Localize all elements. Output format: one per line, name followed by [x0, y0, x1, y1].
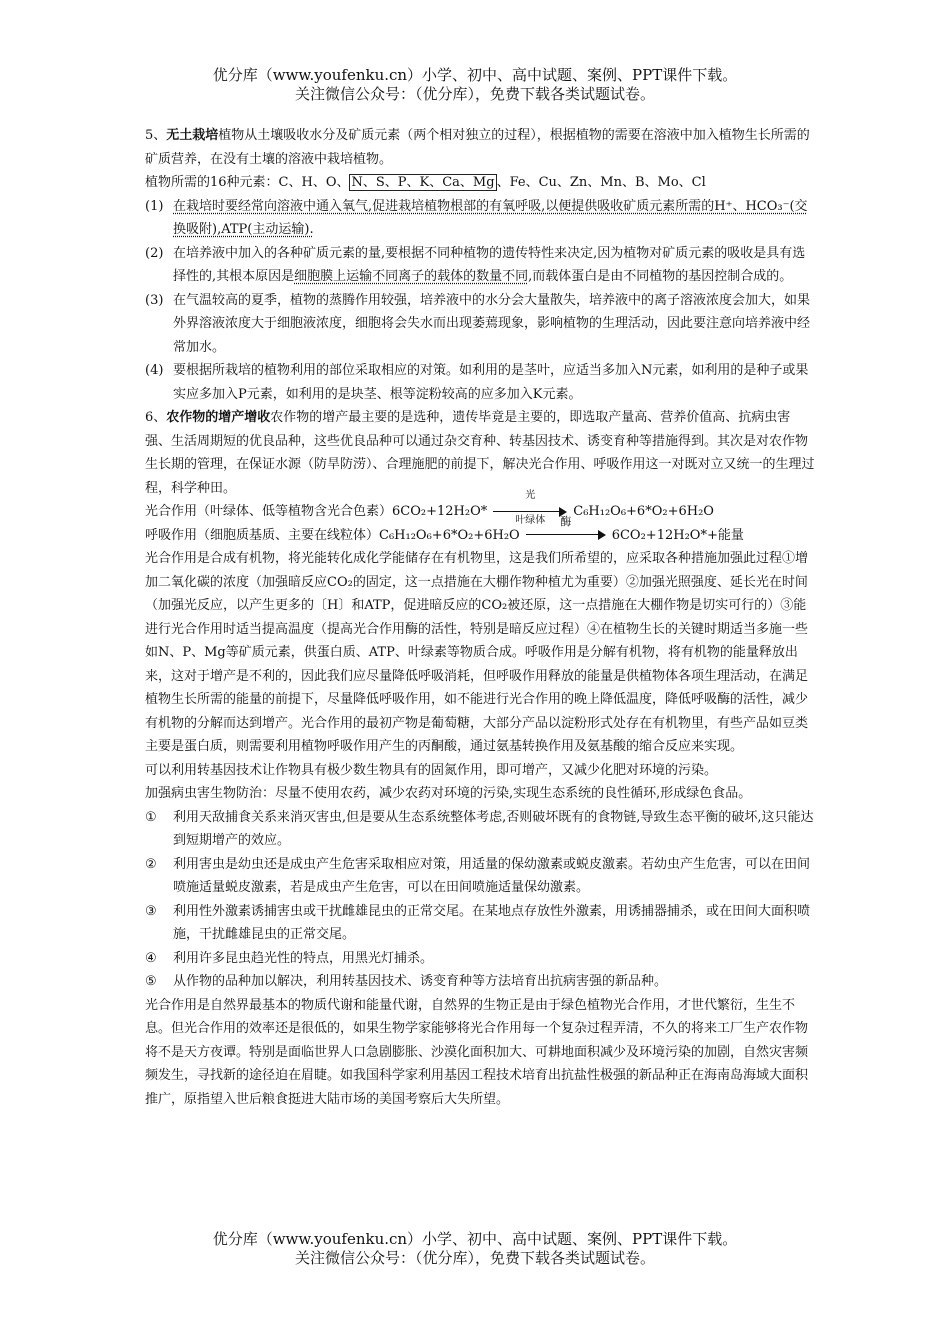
s6-item-2 — [145, 853, 815, 900]
section-6-title: 农作物的增产增收 — [166, 410, 271, 425]
s6-closing-paragraph: 光合作用是自然界最基本的物质代谢和能量代谢，自然界的生物正是由于绿色植物光合作用，才世代繁衍，生生不息。但光合作用的效率还是很低的，如果生物学家能够将光合作用每一个复杂过程弄清，不久的将来工厂生产农作物将不是天方夜谭。特别是面临世界人口急剧膨胀、沙漠化面积加大、可耕地面积减少及环境污染的加剧，自然灾害频频发生，寻找新的途径迫在眉睫。如我国科学家利用基因工程技术培育出抗盐性极强的新品种正在海南岛海域大面积推广，原指望入世后粮食挺进大陆市场的美国考察后大失所望。 — [145, 997, 809, 1107]
s5-item-1-number: (1) — [145, 198, 164, 214]
s6-item-4-number: ④ — [145, 950, 157, 966]
s6-item-4-text: 利用许多昆虫趋光性的特点，用黑光灯捕杀。 — [173, 950, 434, 966]
s6-item-3-text: 利用性外激素诱捕害虫或干扰雌雄昆虫的正常交尾。在某地点存放性外激素，用诱捕器捕杀，或在田间大面积喷施，干扰雌雄昆虫的正常交尾。 — [173, 903, 811, 942]
elements-suffix: 、Fe、Cu、Zn、Mn、B、Mo、Cl — [496, 175, 706, 190]
section-6-number: 6、 — [145, 410, 167, 425]
s6-item-4 — [145, 947, 815, 971]
section-5-intro — [145, 124, 815, 171]
section-6-intro — [145, 406, 815, 500]
s6-paragraph-2: 可以利用转基因技术让作物具有极少数生物具有的固氮作用，即可增产，又减少化肥对环境的污染。 — [145, 762, 718, 778]
section-6-intro-text: 农作物的增产最主要的是选种，遗传毕竟是主要的，即选取产量高、营养价值高、抗病虫害强、生活周期短的优良品种，这些优良品种可以通过杂交育种、转基因技术、诱变育种等措施得到。其次是对农作物生长期的管理，在保证水源（防旱防涝）、合理施肥的前提下，解决光合作用、呼吸作用这一对既对立又统一的生理过程，科学种田。 — [145, 410, 815, 496]
photosynthesis-arrow — [493, 489, 567, 526]
respiration-arrow-top: 酶 — [560, 515, 572, 528]
header-line-1: 优分库（www.youfenku.cn）小学、初中、高中试题、案例、PPT课件下载。 — [212, 66, 738, 84]
respiration-products: 6CO₂+12H₂O*+能量 — [611, 527, 744, 543]
s5-item-2-text-c: ,而载体蛋白是由不同植物的基因控制合成的。 — [528, 269, 793, 284]
section-5-title: 无土栽培 — [166, 128, 219, 143]
section-5-number: 5、 — [145, 128, 167, 143]
s5-item-2-number: (2) — [145, 245, 164, 261]
elements-boxed: N、S、P、K、Ca、Mg — [351, 175, 495, 190]
s5-item-1 — [145, 195, 815, 242]
photosynthesis-equation — [145, 489, 815, 526]
respiration-reactants: C₆H₁₂O₆+6*O₂+6H₂O — [379, 527, 520, 543]
s6-item-5 — [145, 970, 815, 994]
photosynthesis-reactants: 6CO₂+12H₂O* — [392, 504, 488, 519]
footer-line-1: 优分库（www.youfenku.cn）小学、初中、高中试题、案例、PPT课件下载。 — [212, 1230, 738, 1248]
s6-item-5-number: ⑤ — [145, 974, 157, 989]
photosynthesis-products: C₆H₁₂O₆+6*O₂+6H₂O — [573, 504, 714, 519]
respiration-label: 呼吸作用（细胞质基质、主要在线粒体） — [145, 527, 380, 543]
s6-item-5-text: 从作物的品种加以解决，利用转基因技术、诱变育种等方法培育出抗病害强的新品种。 — [173, 974, 668, 989]
footer-line-2: 关注微信公众号：（优分库），免费下载各类试题试卷。 — [294, 1249, 655, 1267]
s5-item-4-number: (4) — [145, 363, 164, 378]
header-line-2: 关注微信公众号：（优分库），免费下载各类试题试卷。 — [294, 85, 655, 103]
s5-item-2 — [145, 242, 815, 289]
s5-item-3 — [145, 289, 815, 360]
elements-line — [145, 171, 815, 195]
s6-paragraph-1: 光合作用是合成有机物，将光能转化成化学能储存在有机物里，这是我们所希望的，应采取各种措施加强此过程①增加二氧化碳的浓度（加强暗反应CO₂的固定，这一点措施在大棚作物种植尤为重要）②加强光照强度、延长光在时间（加强光反应，以产生更多的〔H〕和ATP，促进暗反应的CO₂被还原，这一点措施在大棚作物是切实可行的）③能进行光合作用时适当提高温度（提高光合作用酶的活性，特别是暗反应过程）④在植物生长的关键时期适当多施一些如N、P、Mg等矿质元素，供蛋白质、ATP、叶绿素等物质合成。呼吸作用是分解有机物，将有机物的能量释放出来，这对于增产是不利的，因此我们应尽量降低呼吸消耗，但呼吸作用释放的能量是供植物体各项生理活动，在满足植物生长所需的能量的前提下，尽量降低呼吸作用，如不能进行光合作用的晚上降低温度，降低呼吸酶的活性，减少有机物的分解而达到增产。光合作用的最初产物是葡萄糖，大部分产品以淀粉形式处存在有机物里，有些产品如豆类主要是蛋白质，则需要利用植物呼吸作用产生的丙酮酸，通过氨基转换作用及氨基酸的缩合反应来实现。 — [145, 551, 809, 754]
s6-item-1-number: ① — [145, 809, 157, 825]
s5-item-3-text: 在气温较高的夏季，植物的蒸腾作用较强，培养液中的水分会大量散失，培养液中的离子溶液浓度会加大，如果外界溶液浓度大于细胞液浓度，细胞将会失水而出现萎蔫现象，影响植物的生理活动，因此要注意向培养液中经常加水。 — [173, 292, 811, 355]
s5-item-3-number: (3) — [145, 292, 164, 308]
s6-item-2-number: ② — [145, 856, 157, 872]
photosynthesis-arrow-bottom: 叶绿体 — [515, 514, 546, 526]
s6-item-1-text: 利用天敌捕食关系来消灭害虫,但是要从生态系统整体考虑,否则破坏既有的食物链,导致生态平衡的破坏,这只能达到短期增产的效应。 — [173, 809, 814, 848]
s6-paragraph-3: 加强病虫害生物防治：尽量不使用农药，减少农药对环境的污染,实现生态系统的良性循环,形成绿色食品。 — [145, 786, 752, 801]
s5-item-2-text-b: 细胞膜上运输不同离子的载体的数量不同 — [294, 269, 529, 284]
s6-item-1 — [145, 806, 815, 853]
section-5-intro-text: 植物从土壤吸收水分及矿质元素（两个相对独立的过程），根据植物的需要在溶液中加入植物生长所需的矿质营养，在没有土壤的溶液中栽培植物。 — [145, 128, 810, 167]
s6-item-3-number: ③ — [145, 903, 157, 919]
s5-item-1-text: 在栽培时要经常向溶液中通入氧气,促进栽培植物根部的有氧呼吸,以便提供吸收矿质元素所需的H⁺、HCO₃⁻(交换吸附),ATP(主动运输). — [173, 198, 808, 237]
s6-item-3 — [145, 900, 815, 947]
s5-item-2-text-a: 在培养液中加入的各种矿质元素的量,要根据不同种植物的遗传特性来决定,因为植物对矿质元素的吸收是具有选择性的,其根本原因是 — [173, 245, 806, 284]
photosynthesis-label: 光合作用（叶绿体、低等植物含光合色素） — [145, 504, 393, 519]
document-body — [145, 124, 815, 1111]
page-header — [0, 66, 950, 104]
s5-item-4 — [145, 359, 815, 406]
elements-prefix: 植物所需的16种元素：C、H、O、 — [145, 175, 350, 190]
s5-item-4-text: 要根据所栽培的植物利用的部位采取相应的对策。如利用的是茎叶，应适当多加入N元素，如利用的是种子或果实应多加入P元素，如利用的是块茎、根等淀粉较高的应多加入K元素。 — [173, 363, 809, 402]
s6-item-2-text: 利用害虫是幼虫还是成虫产生危害采取相应对策，用适量的保幼激素或蜕皮激素。若幼虫产生危害，可以在田间喷施适量蜕皮激素，若是成虫产生危害，可以在田间喷施适量保幼激素。 — [173, 856, 811, 895]
photosynthesis-arrow-top: 光 — [525, 489, 536, 501]
page-footer — [0, 1230, 950, 1268]
